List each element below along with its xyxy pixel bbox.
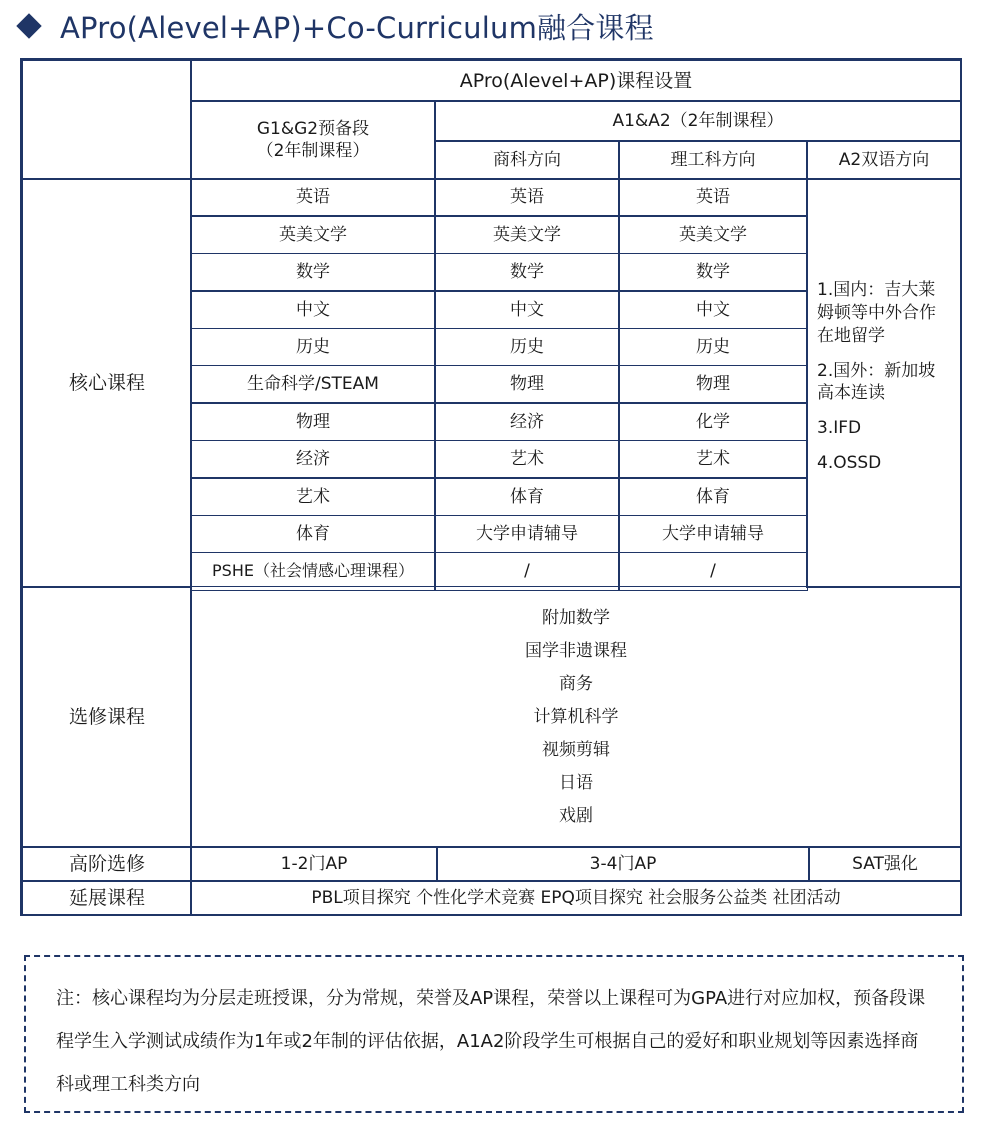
- core-business-cell: 体育: [434, 477, 620, 516]
- track-business-header: 商科方向: [434, 140, 620, 180]
- core-business-cell: 英语: [434, 178, 620, 217]
- core-business-cell: 历史: [434, 328, 620, 367]
- elective-item: 国学非遗课程: [525, 640, 627, 661]
- elective-item: 戏剧: [559, 805, 593, 826]
- footnote-box: [24, 955, 964, 1113]
- bilingual-pathway-item: 2.国外：新加坡高本连读: [817, 360, 936, 404]
- advanced-bilingual-cell: SAT强化: [808, 846, 962, 882]
- core-prep-cell: 英语: [190, 178, 436, 217]
- track-science-header: 理工科方向: [618, 140, 808, 180]
- a-stage-header: A1&A2（2年制课程）: [434, 100, 962, 142]
- corner-cell: [22, 60, 192, 180]
- extension-courses-label: 延展课程: [22, 880, 192, 916]
- core-science-cell: 历史: [618, 328, 808, 367]
- core-prep-cell: 英美文学: [190, 215, 436, 254]
- page-title: [14, 6, 654, 46]
- core-prep-cell: 数学: [190, 253, 436, 292]
- core-prep-cell: 体育: [190, 515, 436, 554]
- core-business-cell: 物理: [434, 365, 620, 404]
- advanced-prep-cell: 1-2门AP: [190, 846, 438, 882]
- elective-item: 视频剪辑: [542, 739, 610, 760]
- footnote-text: 注：核心课程均为分层走班授课，分为常规，荣誉及AP课程，荣誉以上课程可为GPA进行对应加权，预备段课程学生入学测试成绩作为1年或2年制的评估依据，A1A2阶段学生可根据自己的爱好和职业规划等因素选择商科或理工科类方向: [56, 988, 926, 1095]
- core-business-cell: 经济: [434, 402, 620, 441]
- core-science-cell: 大学申请辅导: [618, 515, 808, 554]
- elective-item: 日语: [559, 772, 593, 793]
- core-science-cell: 艺术: [618, 440, 808, 479]
- core-business-cell: /: [434, 552, 620, 591]
- core-science-cell: 数学: [618, 253, 808, 292]
- core-science-cell: 化学: [618, 402, 808, 441]
- diamond-bullet-icon: [16, 13, 41, 38]
- core-business-cell: 英美文学: [434, 215, 620, 254]
- advanced-electives-label: 高阶选修: [22, 846, 192, 882]
- core-science-cell: 英语: [618, 178, 808, 217]
- elective-list: [190, 586, 962, 848]
- elective-courses-label: 选修课程: [22, 586, 192, 848]
- core-prep-cell: 生命科学/STEAM: [190, 365, 436, 404]
- curriculum-table: [20, 58, 962, 916]
- core-science-cell: 体育: [618, 477, 808, 516]
- elective-item: 附加数学: [542, 607, 610, 628]
- page-title-text: APro(Alevel+AP)+Co-Curriculum融合课程: [60, 10, 654, 45]
- core-prep-cell: 中文: [190, 290, 436, 329]
- advanced-a-stage-cell: 3-4门AP: [436, 846, 810, 882]
- extension-courses-content: PBL项目探究 个性化学术竞赛 EPQ项目探究 社会服务公益类 社团活动: [190, 880, 962, 916]
- core-science-cell: /: [618, 552, 808, 591]
- core-prep-cell: 物理: [190, 402, 436, 441]
- prep-stage-line1: G1&G2预备段: [256, 118, 370, 139]
- core-prep-cell: PSHE（社会情感心理课程）: [190, 552, 436, 591]
- prep-stage-line2: （2年制课程）: [256, 141, 370, 161]
- bilingual-pathways: [806, 178, 962, 588]
- core-prep-cell: 历史: [190, 328, 436, 367]
- core-courses-label: 核心课程: [22, 178, 192, 588]
- table-caption: APro(Alevel+AP)课程设置: [190, 60, 962, 102]
- core-prep-cell: 艺术: [190, 477, 436, 516]
- prep-stage-header: [190, 100, 436, 180]
- core-science-cell: 中文: [618, 290, 808, 329]
- core-business-cell: 艺术: [434, 440, 620, 479]
- core-prep-cell: 经济: [190, 440, 436, 479]
- bilingual-pathway-item: 1.国内：吉大莱姆顿等中外合作在地留学: [817, 279, 936, 346]
- track-bilingual-header: A2双语方向: [806, 140, 962, 180]
- core-science-cell: 英美文学: [618, 215, 808, 254]
- bilingual-pathway-item: 4.OSSD: [817, 453, 882, 474]
- core-science-cell: 物理: [618, 365, 808, 404]
- bilingual-pathway-item: 3.IFD: [817, 418, 862, 439]
- elective-item: 计算机科学: [533, 706, 619, 727]
- core-business-cell: 数学: [434, 253, 620, 292]
- core-business-cell: 大学申请辅导: [434, 515, 620, 554]
- elective-item: 商务: [559, 673, 593, 694]
- core-business-cell: 中文: [434, 290, 620, 329]
